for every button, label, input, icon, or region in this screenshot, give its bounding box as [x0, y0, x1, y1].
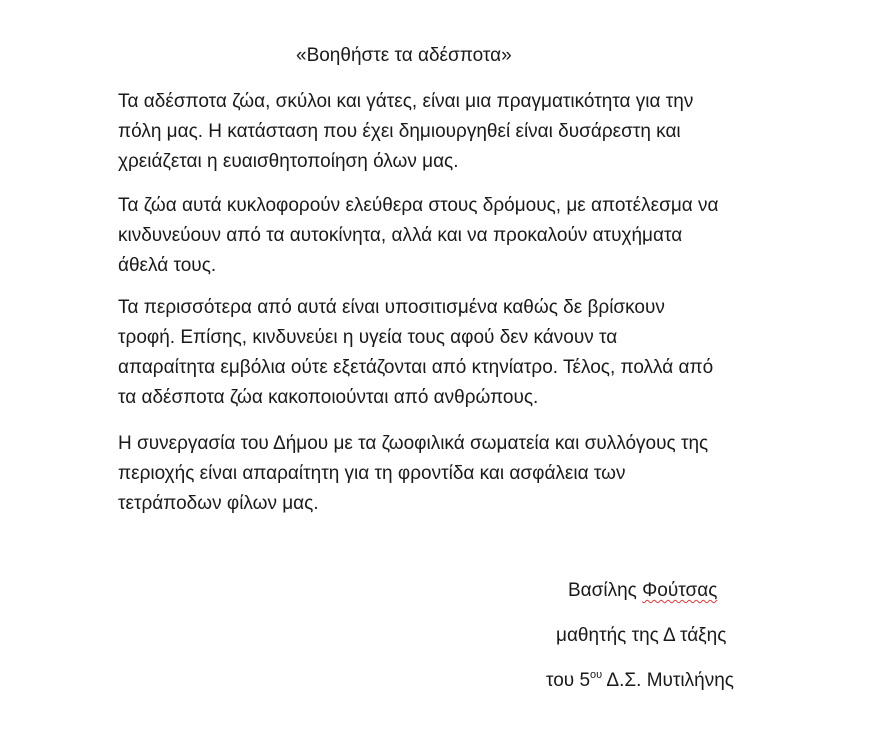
paragraph-line: άθελά τους.: [118, 255, 217, 276]
paragraph-line: Τα ζώα αυτά κυκλοφορούν ελεύθερα στους δρόμους, με αποτέλεσμα να: [118, 195, 719, 216]
paragraph-line: κινδυνεύουν από τα αυτοκίνητα, αλλά και να προκαλούν ατυχήματα: [118, 225, 683, 246]
signature-last-name: Φούτσας: [642, 580, 718, 601]
paragraph-health: [118, 293, 818, 413]
paragraph-line: περιοχής είναι απαραίτητη για τη φροντίδα και ασφάλεια των: [118, 463, 626, 484]
paragraph-line: τα αδέσποτα ζώα κακοποιούνται από ανθρώπους.: [118, 387, 539, 408]
document-title: «Βοηθήστε τα αδέσποτα»: [296, 45, 512, 66]
signature-school: [546, 669, 734, 693]
paragraph-line: Η συνεργασία του Δήμου με τα ζωοφιλικά σωματεία και συλλόγους της: [118, 433, 709, 454]
signature-role: μαθητής της Δ τάξης: [556, 625, 727, 646]
signature-first-name: Βασίλης: [568, 580, 637, 601]
paragraph-line: Τα αδέσποτα ζώα, σκύλοι και γάτες, είναι μια πραγματικότητα για την: [118, 91, 694, 112]
paragraph-line: πόλη μας. Η κατάσταση που έχει δημιουργηθεί είναι δυσάρεστη και: [118, 121, 681, 142]
paragraph-intro: [118, 87, 818, 177]
paragraph-streets: [118, 191, 818, 281]
paragraph-line: χρειάζεται η ευαισθητοποίηση όλων μας.: [118, 151, 459, 172]
paragraph-line: απαραίτητα εμβόλια ούτε εξετάζονται από κτηνίατρο. Τέλος, πολλά από: [118, 357, 714, 378]
signature-name: [568, 579, 717, 603]
school-prefix: του 5: [546, 670, 591, 691]
paragraph-line: Τα περισσότερα από αυτά είναι υποσιτισμένα καθώς δε βρίσκουν: [118, 297, 665, 318]
school-ordinal-superscript: ου: [590, 669, 603, 681]
paragraph-cooperation: [118, 429, 818, 519]
paragraph-line: τροφή. Επίσης, κινδυνεύει η υγεία τους αφού δεν κάνουν τα: [118, 327, 618, 348]
school-suffix: Δ.Σ. Μυτιλήνης: [602, 670, 734, 691]
paragraph-line: τετράποδων φίλων μας.: [118, 493, 319, 514]
